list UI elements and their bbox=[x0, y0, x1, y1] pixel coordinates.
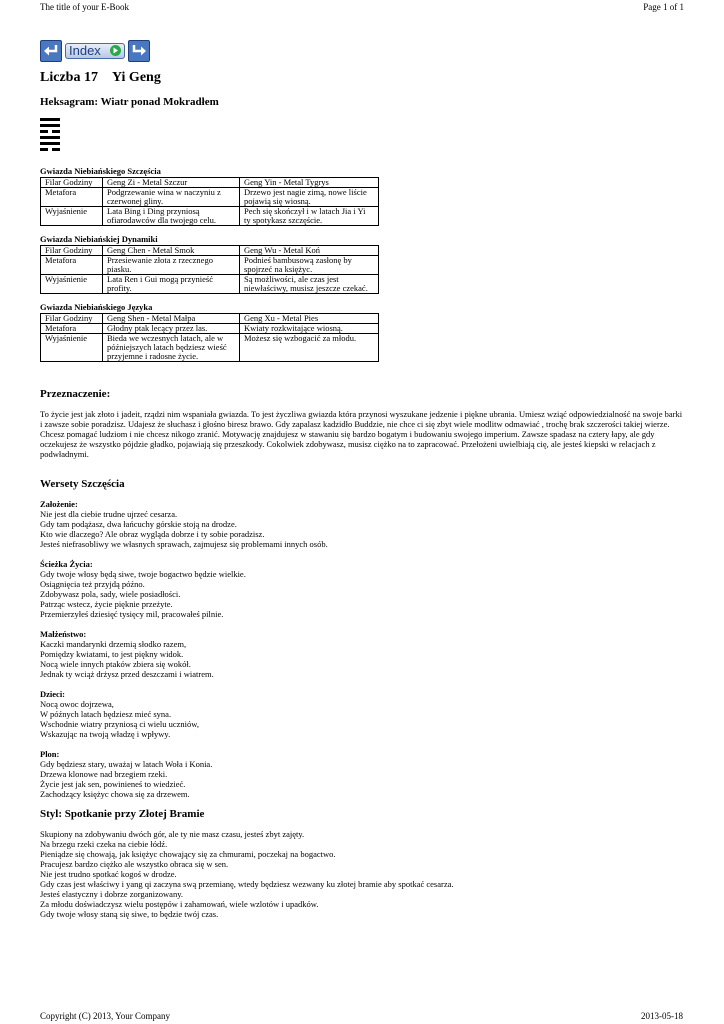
verse-line: Jednak ty wciąż drżysz przed deszczami i wiatrem. bbox=[40, 669, 214, 679]
table-cell: Kwiaty rozkwitające wiosną. bbox=[240, 324, 379, 334]
verse-block bbox=[40, 749, 685, 799]
header-title: The title of your E-Book bbox=[40, 2, 129, 12]
table-cell: Wyjaśnienie bbox=[41, 207, 103, 226]
table-cell: Geng Zi - Metal Szczur bbox=[103, 178, 240, 188]
table-cell: Możesz się wzbogacić za młodu. bbox=[240, 334, 379, 362]
table-cell: Filar Godziny bbox=[41, 178, 103, 188]
table-cell: Filar Godziny bbox=[41, 314, 103, 324]
table-cell: Lata Ren i Gui mogą przynieść profity. bbox=[103, 275, 240, 294]
hexagram-yang-line bbox=[40, 118, 60, 121]
table-cell: Drzewo jest nagie zimą, nowe liście pojawią się wiosną. bbox=[240, 188, 379, 207]
style-heading: Styl: Spotkanie przy Złotej Bramie bbox=[40, 808, 205, 820]
hexagram-label: Heksagram: Wiatr ponad Mokradłem bbox=[40, 96, 219, 108]
verse-line: Nocą owoc dojrzewa, bbox=[40, 699, 114, 709]
verse-line: Nocą wiele innych ptaków zbiera się wokół. bbox=[40, 659, 191, 669]
table-cell: Metafora bbox=[41, 188, 103, 207]
stars-tables bbox=[40, 166, 379, 370]
page-indicator: Page 1 of 1 bbox=[643, 2, 684, 12]
table-cell: Podgrzewanie wina w naczyniu z czerwonej gliny. bbox=[103, 188, 240, 207]
navigation-bar bbox=[40, 39, 150, 62]
verse-line: Życie jest jak sen, powinieneś to wiedzieć. bbox=[40, 779, 186, 789]
star-title: Gwiazda Niebiańskiego Języka bbox=[40, 302, 153, 312]
verse-line: Wskazując na twoją władzę i wpływy. bbox=[40, 729, 171, 739]
verse-block bbox=[40, 559, 685, 619]
verses-heading: Wersety Szczęścia bbox=[40, 478, 125, 490]
destiny-section bbox=[40, 388, 685, 459]
verse-block bbox=[40, 689, 685, 739]
table-row bbox=[41, 256, 379, 275]
table-cell: Filar Godziny bbox=[41, 246, 103, 256]
index-button[interactable] bbox=[65, 43, 125, 59]
verse-line: Jesteś niefrasobliwy we własnych sprawach, zajmujesz się problemami innych osób. bbox=[40, 539, 328, 549]
hexagram-yin-line bbox=[40, 130, 60, 133]
style-line: Za młodu doświadczysz wielu postępów i zahamowań, wiele wzlotów i upadków. bbox=[40, 899, 319, 909]
back-arrow-icon bbox=[43, 44, 59, 58]
table-cell: Są możliwości, ale czas jest niewłaściwy, musisz jeszcze czekać. bbox=[240, 275, 379, 294]
star-title: Gwiazda Niebiańskiego Szczęścia bbox=[40, 166, 161, 176]
verse-line: Zachodzący księżyc chowa się za drzewem. bbox=[40, 789, 190, 799]
destiny-text: To życie jest jak złoto i jadeit, rządzi nim wspaniała gwiazda. To jest życzliwa gwiazda która przynosi wyszukane jedzenie i piękne ubrania. Umiesz wziąć odpowiedzialność na swoje barki i zawsze sobie poradzisz. Udajesz że słuchasz i głośno biresz brawo. Gdy zapalasz kadzidło Buddzie, nie chce ci się zbyt wiele modlitw odmawiać , trochę brak szczerości takiej wierze. Chcesz pomagać ludziom i nie chcesz nikogo zranić. Motywację znajdujesz w stawaniu się bardzo bogatym i budowaniu swojego imperium. Zawsze spadasz na cztery łapy, ale gdy oczekujesz że wszystko pójdzie gładko, pojawiają się przeszkody. Cokolwiek zdobywasz, musisz ciężko na to zapracować. Przełożeni uwielbiają cię, ale jesteś kiepski w relacjach z podwładnymi. bbox=[40, 409, 683, 459]
style-line: Na brzegu rzeki czeka na ciebie łódź. bbox=[40, 839, 168, 849]
verse-line: Kaczki mandarynki drzemią słodko razem, bbox=[40, 639, 187, 649]
style-line: Pracujesz bardzo ciężko ale wszystko obraca się w sen. bbox=[40, 859, 229, 869]
table-cell: Podnieś bambusową zasłonę by spojrzeć na księżyc. bbox=[240, 256, 379, 275]
verse-line: Gdy będziesz stary, uważaj w latach Woła i Konia. bbox=[40, 759, 213, 769]
style-line: Pieniądze się chowają, jak księżyc chowający się za chmurami, poczekaj na bogactwo. bbox=[40, 849, 336, 859]
table-cell: Geng Xu - Metal Pies bbox=[240, 314, 379, 324]
verse-title: Dzieci: bbox=[40, 689, 66, 699]
star-table bbox=[40, 245, 379, 294]
verse-line: Gdy twoje włosy będą siwe, twoje bogactwo będzie wielkie. bbox=[40, 569, 246, 579]
table-row bbox=[41, 178, 379, 188]
style-section bbox=[40, 808, 685, 919]
chapter-number: Liczba 17 bbox=[40, 70, 98, 85]
footer-date: 2013-05-18 bbox=[641, 1011, 683, 1021]
star-block bbox=[40, 166, 379, 226]
table-cell: Bieda we wczesnych latach, ale w późniejszych latach będziesz wieść przyjemne i radosne życie. bbox=[103, 334, 240, 362]
forward-button[interactable] bbox=[128, 40, 150, 62]
hexagram-yang-line bbox=[40, 124, 60, 127]
style-line: Skupiony na zdobywaniu dwóch gór, ale ty nie masz czasu, jesteś zbyt zajęty. bbox=[40, 829, 305, 839]
table-cell: Lata Bing i Ding przyniosą ofiarodawców dla twojego celu. bbox=[103, 207, 240, 226]
verse-title: Założenie: bbox=[40, 499, 78, 509]
table-row bbox=[41, 207, 379, 226]
hexagram-yin-line bbox=[40, 148, 60, 151]
star-block bbox=[40, 234, 379, 294]
style-line: Gdy czas jest właściwy i yang qi zaczyna swą przemianę, wtedy będziesz wezwany ku złotej bramie aby spotkać cesarza. bbox=[40, 879, 454, 889]
table-cell: Przesiewanie złota z rzecznego piasku. bbox=[103, 256, 240, 275]
verse-block bbox=[40, 629, 685, 679]
index-label: Index bbox=[69, 43, 101, 58]
verse-title: Plon: bbox=[40, 749, 60, 759]
verse-line: Osiągnięcia też przyjdą późno. bbox=[40, 579, 145, 589]
table-cell: Głodny ptak lecący przez las. bbox=[103, 324, 240, 334]
hexagram-symbol bbox=[40, 118, 60, 154]
table-row bbox=[41, 314, 379, 324]
table-row bbox=[41, 324, 379, 334]
table-cell: Geng Shen - Metal Małpa bbox=[103, 314, 240, 324]
verse-line: Wschodnie wiatry przyniosą ci wielu uczniów, bbox=[40, 719, 200, 729]
verse-line: Zdobywasz pola, sady, wiele posiadłości. bbox=[40, 589, 181, 599]
verse-line: Nie jest dla ciebie trudne ujrzeć cesarza. bbox=[40, 509, 178, 519]
verse-line: W późnych latach będziesz mieć syna. bbox=[40, 709, 172, 719]
footer-copyright: Copyright (C) 2013, Your Company bbox=[40, 1011, 171, 1021]
table-cell: Geng Wu - Metal Koń bbox=[240, 246, 379, 256]
verse-title: Małżeństwo: bbox=[40, 629, 87, 639]
table-cell: Wyjaśnienie bbox=[41, 275, 103, 294]
table-cell: Geng Chen - Metal Smok bbox=[103, 246, 240, 256]
table-cell: Pech się skończył i w latach Jia i Yi ty spotykasz szczęście. bbox=[240, 207, 379, 226]
play-arrow-icon bbox=[110, 45, 121, 56]
table-cell: Wyjaśnienie bbox=[41, 334, 103, 362]
verse-block bbox=[40, 499, 685, 549]
verse-line: Patrząc wstecz, życie pięknie przeżyte. bbox=[40, 599, 173, 609]
verse-line: Kto wie dlaczego? Ale obraz wygląda dobrze i ty sobie poradzisz. bbox=[40, 529, 265, 539]
style-line: Jesteś elastyczny i dobrze zorganizowany. bbox=[40, 889, 184, 899]
table-row bbox=[41, 334, 379, 362]
destiny-heading: Przeznaczenie: bbox=[40, 388, 111, 400]
forward-arrow-icon bbox=[131, 44, 147, 58]
style-line: Nie jest trudno spotkać kogoś w drodze. bbox=[40, 869, 177, 879]
verse-line: Pomiędzy kwiatami, to jest piękny widok. bbox=[40, 649, 184, 659]
star-table bbox=[40, 313, 379, 362]
star-table bbox=[40, 177, 379, 226]
table-cell: Metafora bbox=[41, 324, 103, 334]
hexagram-yang-line bbox=[40, 142, 60, 145]
style-line: Gdy twoje włosy staną się siwe, to będzie twój czas. bbox=[40, 909, 219, 919]
verse-line: Gdy tam podążasz, dwa łańcuchy górskie stoją na drodze. bbox=[40, 519, 237, 529]
table-row bbox=[41, 188, 379, 207]
hexagram-yang-line bbox=[40, 136, 60, 139]
star-block bbox=[40, 302, 379, 362]
verse-line: Przemierzyłeś dziesięć tysięcy mil, pracowałeś pilnie. bbox=[40, 609, 224, 619]
table-row bbox=[41, 246, 379, 256]
page-title bbox=[40, 70, 161, 86]
verse-line: Drzewa klonowe nad brzegiem rzeki. bbox=[40, 769, 168, 779]
back-button[interactable] bbox=[40, 40, 62, 62]
table-cell: Metafora bbox=[41, 256, 103, 275]
chapter-name: Yi Geng bbox=[111, 70, 161, 85]
table-row bbox=[41, 275, 379, 294]
star-title: Gwiazda Niebiańskiej Dynamiki bbox=[40, 234, 158, 244]
verse-title: Ścieżka Życia: bbox=[40, 559, 93, 569]
table-cell: Geng Yin - Metal Tygrys bbox=[240, 178, 379, 188]
verses-section bbox=[40, 478, 685, 809]
